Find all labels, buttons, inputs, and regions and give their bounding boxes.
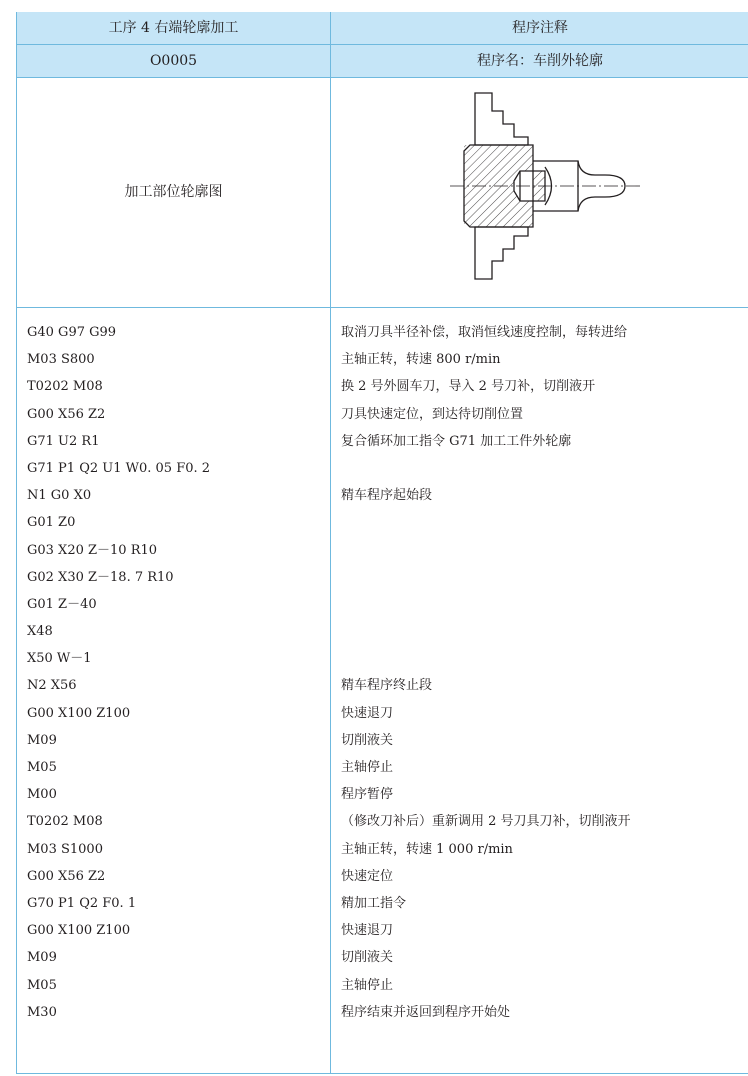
program-line <box>17 645 748 672</box>
code-comment: 刀具快速定位，到达待切削位置 <box>341 406 524 422</box>
program-line <box>17 700 748 727</box>
program-line <box>17 373 748 400</box>
nc-code: M05 <box>27 760 57 775</box>
drawing-label: 加工部位轮廓图 <box>124 184 223 200</box>
chuck-jaw-bottom <box>475 227 528 279</box>
code-comment: 切削液关 <box>341 732 394 748</box>
nc-code: G70 P1 Q2 F0. 1 <box>27 895 137 911</box>
program-line <box>17 509 748 536</box>
program-line <box>17 917 748 944</box>
nc-code: M03 S1000 <box>27 841 103 857</box>
code-comment: 主轴停止 <box>341 977 394 993</box>
code-comment: 主轴停止 <box>341 760 394 775</box>
code-comment: 程序暂停 <box>341 787 394 803</box>
program-body <box>17 308 748 1026</box>
comment-column-title: 程序注释 <box>512 20 568 36</box>
nc-code: T0202 M08 <box>27 814 103 830</box>
nc-code: G01 Z0 <box>27 515 76 531</box>
nc-code: G03 X20 Z－10 R10 <box>27 542 158 558</box>
program-line <box>17 319 748 346</box>
code-comment: 快速定位 <box>341 868 394 884</box>
program-line <box>17 863 748 890</box>
nc-code: M00 <box>27 787 57 803</box>
nc-code: G71 P1 Q2 U1 W0. 05 F0. 2 <box>27 460 211 476</box>
nc-code: M03 S800 <box>27 352 95 368</box>
code-comment: 程序结束并返回到程序开始处 <box>341 1004 511 1020</box>
program-line <box>17 836 748 863</box>
nc-code: N1 G0 X0 <box>27 488 92 504</box>
code-comment: 精车程序终止段 <box>341 678 433 694</box>
code-comment: 换 2 号外圆车刀，导入 2 号刀补，切削液开 <box>341 379 596 395</box>
program-rows <box>17 319 748 1026</box>
program-line <box>17 482 748 509</box>
code-comment: 精加工指令 <box>341 895 407 911</box>
code-comment: （修改刀补后）重新调用 2 号刀具刀补，切削液开 <box>341 814 631 830</box>
program-line <box>17 972 748 999</box>
part-profile-drawing <box>430 79 650 294</box>
nc-code: M09 <box>27 732 57 748</box>
nc-code: X50 W－1 <box>27 651 92 667</box>
code-comment: 主轴正转，转速 800 r/min <box>341 352 501 368</box>
program-line <box>17 537 748 564</box>
program-number: O0005 <box>149 53 198 69</box>
program-name: 程序名：车削外轮廓 <box>477 53 603 69</box>
process-title: 工序 4 右端轮廓加工 <box>108 20 239 36</box>
nc-code: G00 X56 Z2 <box>27 406 106 422</box>
program-line <box>17 346 748 373</box>
program-line <box>17 618 748 645</box>
nc-code: N2 X56 <box>27 678 77 694</box>
program-line <box>17 428 748 455</box>
program-line <box>17 401 748 428</box>
code-comment: 精车程序起始段 <box>341 488 433 504</box>
nc-code: X48 <box>27 624 53 640</box>
program-line <box>17 672 748 699</box>
nc-code: G00 X100 Z100 <box>27 923 131 939</box>
column-divider <box>330 12 331 1074</box>
chuck-jaw-top <box>475 93 528 145</box>
code-comment: 复合循环加工指令 G71 加工工件外轮廓 <box>341 433 572 449</box>
program-line <box>17 808 748 835</box>
program-line <box>17 754 748 781</box>
nc-code: G71 U2 R1 <box>27 433 100 449</box>
nc-code: M30 <box>27 1004 57 1020</box>
program-line <box>17 890 748 917</box>
program-line <box>17 944 748 971</box>
code-comment: 取消刀具半径补偿，取消恒线速度控制，每转进给 <box>341 325 628 340</box>
program-line <box>17 781 748 808</box>
code-comment: 切削液关 <box>341 950 394 966</box>
program-line <box>17 591 748 618</box>
nc-code: G00 X100 Z100 <box>27 705 131 721</box>
code-comment: 快速退刀 <box>341 923 394 939</box>
nc-code: T0202 M08 <box>27 379 103 395</box>
program-line <box>17 999 748 1026</box>
code-comment: 快速退刀 <box>341 705 394 721</box>
code-comment: 主轴正转，转速 1 000 r/min <box>341 841 513 857</box>
nc-code: M05 <box>27 977 57 993</box>
program-line <box>17 727 748 754</box>
nc-code: M09 <box>27 950 57 966</box>
nc-code: G01 Z－40 <box>27 596 97 612</box>
nc-code: G00 X56 Z2 <box>27 868 106 884</box>
nc-code: G40 G97 G99 <box>27 325 117 340</box>
header-row-1 <box>17 12 748 45</box>
program-line <box>17 564 748 591</box>
program-line <box>17 455 748 482</box>
nc-code: G02 X30 Z－18. 7 R10 <box>27 569 174 585</box>
header-row-2 <box>17 45 748 78</box>
